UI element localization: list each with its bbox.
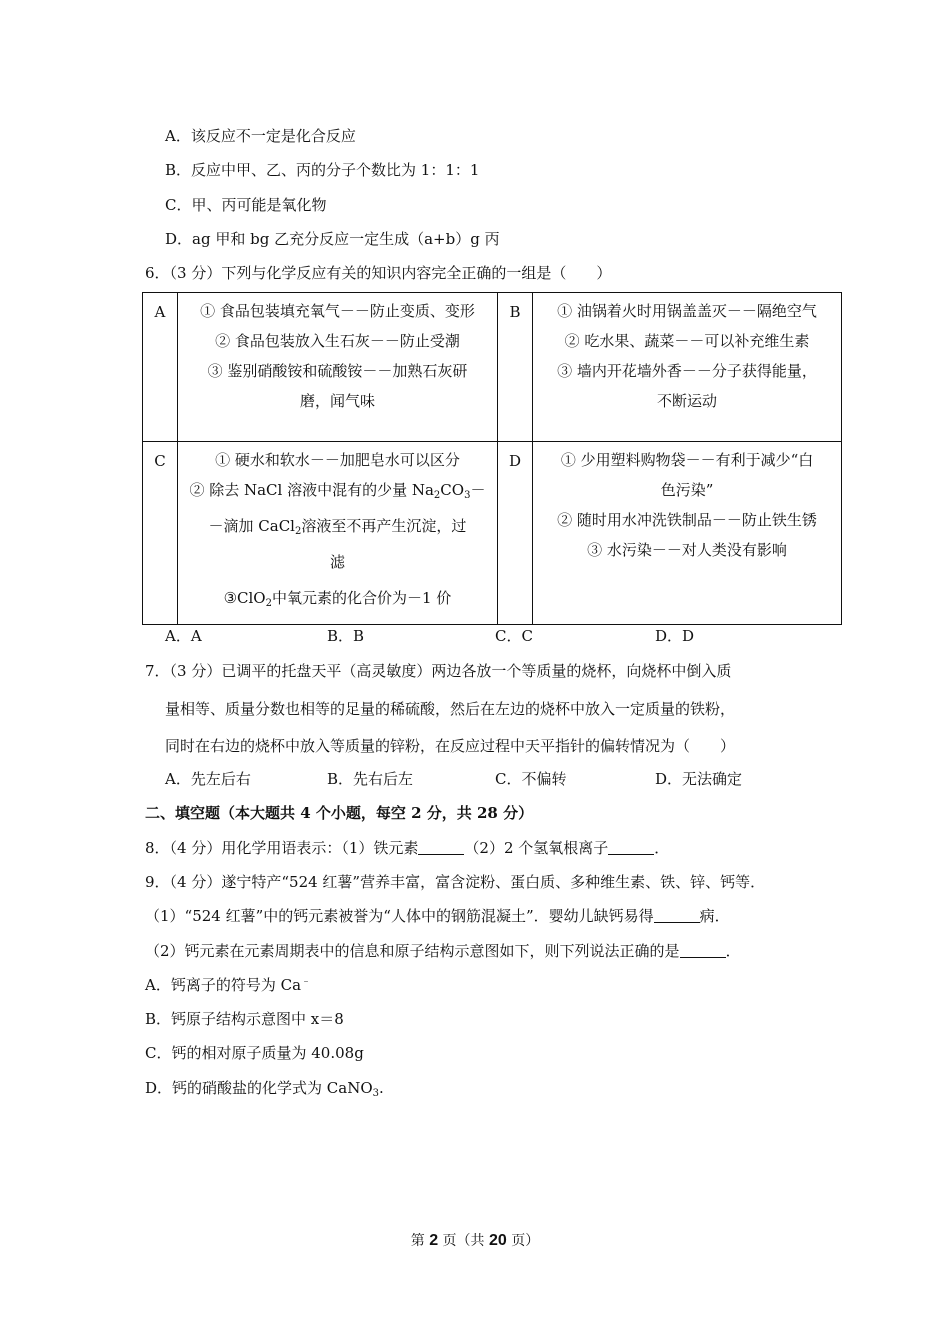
section-heading: 二、填空题（本大题共 4 个小题，每空 2 分，共 28 分） [145, 804, 534, 822]
table-row [143, 442, 842, 625]
q6-d-line4: ③ 水污染－－对人类没有影响 [587, 541, 787, 559]
q9-blank-1[interactable] [654, 908, 700, 923]
q6-c-line1: ① 硬水和软水－－加肥皂水可以区分 [215, 451, 460, 469]
q6-b-line3: ③ 墙内开花墙外香－－分子获得能量， [557, 362, 817, 380]
q7-option-d: D．无法确定 [655, 770, 743, 788]
q6-a-line2: ② 食品包装放入生石灰－－防止受潮 [215, 332, 460, 350]
q6-a-line1: ① 食品包装填充氧气－－防止变质、变形 [200, 302, 475, 320]
page-total: 20 [489, 1232, 507, 1249]
q6-table [142, 292, 842, 625]
q6-d-line2: 色污染” [660, 481, 714, 499]
q6-cell-a [177, 293, 497, 442]
q7-option-c: C．不偏转 [495, 770, 567, 788]
q7-option-b: B．先右后左 [327, 770, 414, 788]
q8-blank-1[interactable] [418, 840, 464, 855]
q6-answer-b: B．B [327, 627, 365, 645]
q6-label-d: D [498, 442, 533, 625]
q6-c-line2: ② 除去 NaCl 溶液中混有的少量 $Na_2CO_3-$ [189, 481, 486, 501]
q7-line2: 量相等、质量分数也相等的足量的稀硫酸，然后在左边的烧杯中放入一定质量的铁粉， [165, 700, 736, 718]
q9-option-c: C．钙的相对原子质量为 40.08g [145, 1044, 364, 1062]
q6-c-line3: －滴加 CaCl$_2$溶液至不再产生沉淀，过 [208, 517, 467, 537]
q5-option-c: C．甲、丙可能是氧化物 [165, 196, 327, 214]
q9-blank-2[interactable] [680, 943, 726, 958]
q9-option-a: A．钙离子的符号为 Ca﹣ [145, 976, 312, 994]
q6-b-line4: 不断运动 [657, 392, 718, 410]
q6-stem: 6．（3 分）下列与化学反应有关的知识内容完全正确的一组是（ ） [145, 264, 612, 282]
q5-option-d: D．ag 甲和 bg 乙充分反应一定生成（a+b）g 丙 [165, 230, 500, 248]
q5-option-b: B．反应中甲、乙、丙的分子个数比为 1：1：1 [165, 161, 480, 179]
q8-line: 8．（4 分）用化学用语表示：（1）铁元素 （2）2 个氢氧根离子 ． [145, 839, 670, 857]
q7-line1: 7．（3 分）已调平的托盘天平（高灵敏度）两边各放一个等质量的烧杯，向烧杯中倒入质 [145, 662, 732, 680]
q6-d-line1: ① 少用塑料购物袋－－有利于减少“白 [560, 451, 814, 469]
q7-line3: 同时在右边的烧杯中放入等质量的锌粉，在反应过程中天平指针的偏转情况为（ ） [165, 737, 736, 755]
q5-option-a: A．该反应不一定是化合反应 [165, 127, 356, 145]
q9-option-b: B．钙原子结构示意图中 x＝8 [145, 1010, 344, 1028]
q9-stem: 9．（4 分）遂宁特产“524 红薯”营养丰富，富含淀粉、蛋白质、多种维生素、铁、锌、钙等． [145, 873, 766, 891]
page-footer: 第 2 页（共 20 页） [410, 1232, 540, 1249]
table-row [143, 293, 842, 442]
q6-answer-c: C．C [495, 627, 533, 645]
q9-option-d: D．钙的硝酸盐的化学式为 CaNO$_3$. [145, 1079, 384, 1099]
q6-label-b: B [498, 293, 533, 442]
q6-d-line3: ② 随时用水冲洗铁制品－－防止铁生锈 [557, 511, 817, 529]
q6-a-line3: ③ 鉴别硝酸铵和硫酸铵－－加熟石灰研 [207, 362, 468, 380]
q6-b-line1: ① 油锅着火时用锅盖盖灭－－隔绝空气 [557, 302, 817, 320]
q8-blank-2[interactable] [608, 840, 654, 855]
page-number: 2 [429, 1232, 439, 1249]
q6-label-c: C [143, 442, 178, 625]
q6-c-line4: 滤 [329, 553, 345, 571]
q6-cell-d [533, 442, 842, 625]
q9-part2: （2）钙元素在元素周期表中的信息和原子结构示意图如下，则下列说法正确的是 ． [145, 942, 741, 960]
q6-b-line2: ② 吃水果、蔬菜－－可以补充维生素 [564, 332, 810, 350]
q6-cell-b [533, 293, 842, 442]
q6-answer-d: D．D [655, 627, 695, 645]
q6-answer-a: A．A [165, 627, 202, 645]
q6-c-line5: ③ClO$_2$中氧元素的化合价为－1 价 [223, 589, 452, 609]
q6-a-line4: 磨，闻气味 [299, 392, 375, 410]
q6-label-a: A [143, 293, 178, 442]
q6-cell-c [177, 442, 497, 625]
q9-part1: （1）“524 红薯”中的钙元素被誉为“人体中的钢筋混凝土”．婴幼儿缺钙易得 病． [145, 907, 730, 925]
q7-option-a: A．先左后右 [165, 770, 251, 788]
